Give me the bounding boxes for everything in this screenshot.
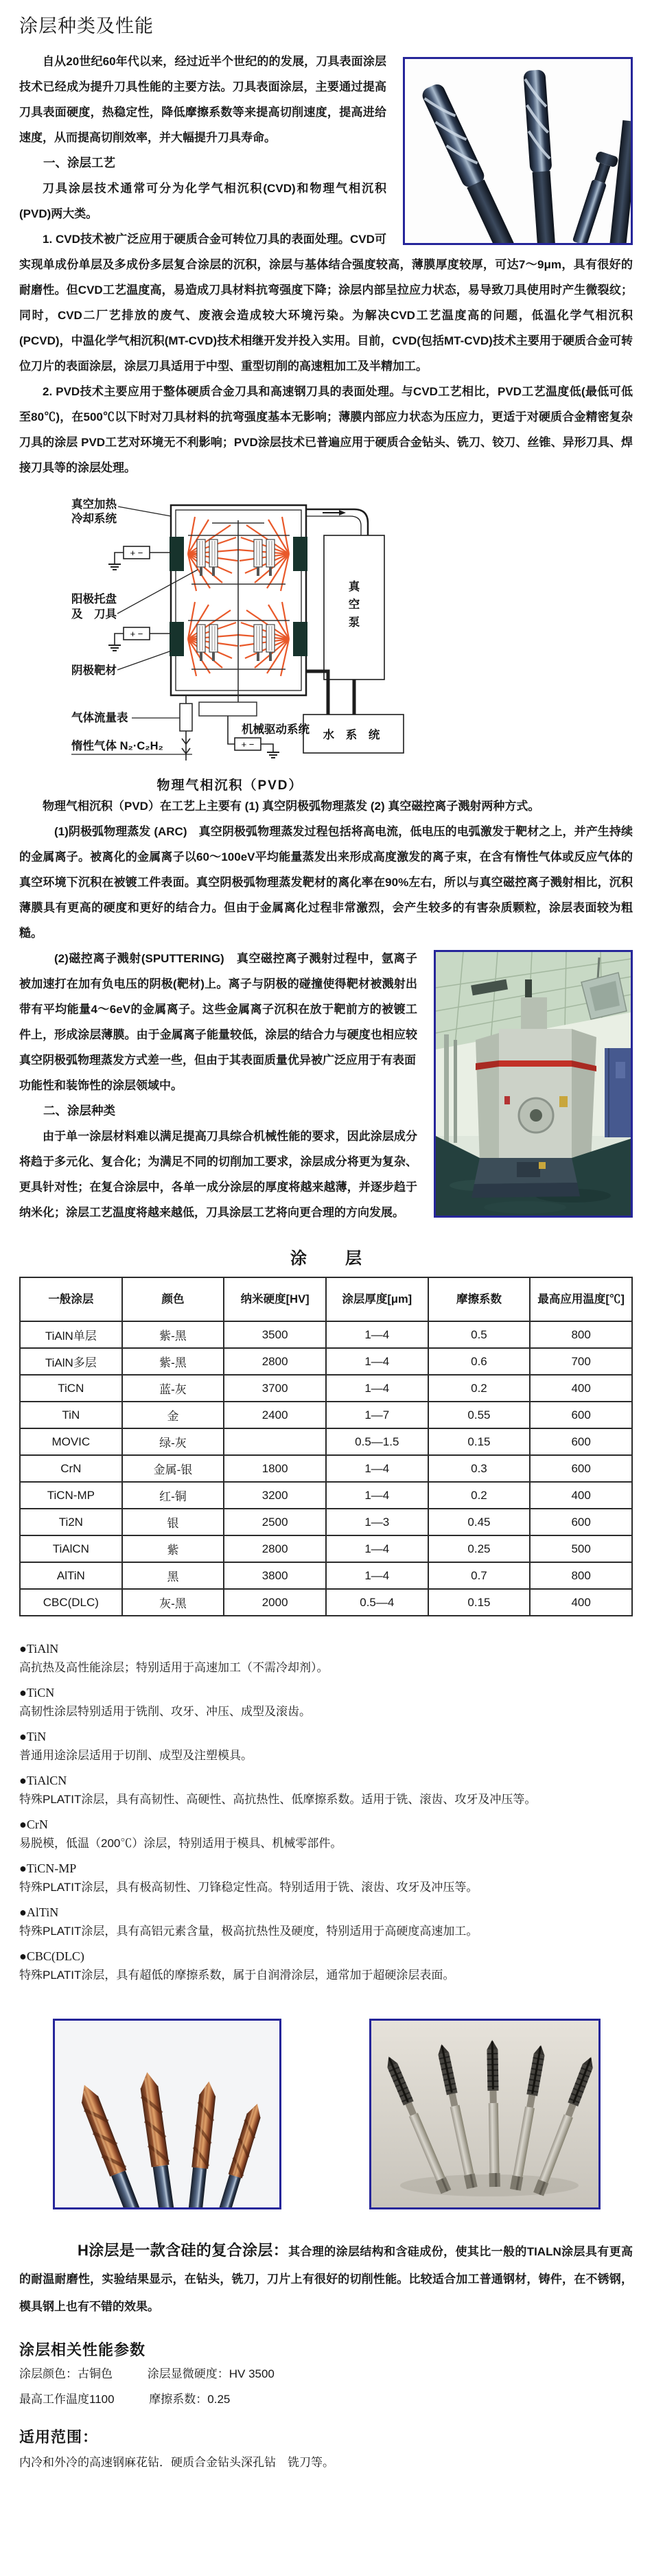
table-cell: TiAlN多层 bbox=[20, 1348, 122, 1375]
table-row bbox=[20, 1348, 632, 1375]
paragraph-pvd: 2. PVD技术主要应用于整体硬质合金刀具和高速钢刀具的表面处理。与CVD工艺相比，PVD工艺温度低(最低可低至80℃)，在500℃以下时对刀具材料的抗弯强度基本无影响；薄膜内部应力状态为压应力，更适于对硬质合金精密复杂刀具的涂层 PVD工艺对环境无不利影响；PVD涂层技术已普遍应用于硬质合金钻头、铣刀、铰刀、丝锥、异形刀具、焊接刀具等的涂层处理。 bbox=[19, 385, 633, 474]
table-title: 涂 层 bbox=[290, 1249, 373, 1268]
friction-value: 摩擦系数：0.25 bbox=[149, 2393, 231, 2406]
table-cell: TiAlCN bbox=[20, 1535, 122, 1562]
table-cell: 3700 bbox=[224, 1375, 326, 1402]
coating-note-name: ●CrN bbox=[19, 1818, 48, 1831]
table-cell: 400 bbox=[530, 1589, 632, 1616]
coating-note-desc: 特殊PLATIT涂层，具有超低的摩擦系数，属于自润滑涂层，通常加于超硬涂层表面。 bbox=[19, 1969, 455, 1982]
svg-text:泵: 泵 bbox=[348, 616, 360, 629]
coating-table bbox=[19, 1277, 633, 1616]
svg-text:+ −: + − bbox=[130, 548, 143, 558]
coating-note-name: ●AlTiN bbox=[19, 1905, 59, 1919]
table-cell: 800 bbox=[530, 1562, 632, 1589]
table-cell: CrN bbox=[20, 1455, 122, 1482]
table-cell: 600 bbox=[530, 1509, 632, 1535]
coating-note-name: ●TiAlN bbox=[19, 1642, 59, 1656]
anode-tray-label: 阳极托盘 bbox=[71, 593, 117, 605]
taps-photo bbox=[369, 2019, 601, 2209]
table-cell: 0.15 bbox=[428, 1589, 531, 1616]
paragraph-pvd-modes: 物理气相沉积（PVD）在工艺上主要有 (1) 真空阴极弧物理蒸发 (2) 真空磁控离子溅射两种方式。 bbox=[43, 800, 540, 813]
table-cell bbox=[224, 1428, 326, 1455]
svg-text:+ −: + − bbox=[130, 629, 143, 639]
table-cell: 绿-灰 bbox=[122, 1428, 224, 1455]
table-cell: 0.15 bbox=[428, 1428, 531, 1455]
table-cell: 1—4 bbox=[326, 1562, 428, 1589]
table-cell: 1—4 bbox=[326, 1455, 428, 1482]
table-row bbox=[20, 1589, 632, 1616]
column-header: 最高应用温度[℃] bbox=[530, 1277, 632, 1321]
table-cell: 2000 bbox=[224, 1589, 326, 1616]
svg-text:冷却系统: 冷却系统 bbox=[71, 513, 117, 525]
coating-note-name: ●TiCN bbox=[19, 1686, 55, 1699]
table-cell: 3800 bbox=[224, 1562, 326, 1589]
table-cell: 紫-黑 bbox=[122, 1321, 224, 1348]
table-cell: 400 bbox=[530, 1375, 632, 1402]
table-cell: 0.2 bbox=[428, 1482, 531, 1509]
vacuum-pump-label: 真 bbox=[348, 581, 360, 593]
table-row bbox=[20, 1321, 632, 1348]
table-cell: 1—4 bbox=[326, 1321, 428, 1348]
table-cell: TiN bbox=[20, 1402, 122, 1428]
table-cell: 0.5—4 bbox=[326, 1589, 428, 1616]
table-cell: 0.2 bbox=[428, 1375, 531, 1402]
table-cell: 500 bbox=[530, 1535, 632, 1562]
drive-platform bbox=[199, 702, 257, 716]
water-system-label: 水 系 统 bbox=[323, 729, 384, 741]
coating-note-desc: 高抗热及高性能涂层；特别适用于高速加工（不需冷却剂）。 bbox=[19, 1661, 329, 1674]
table-cell: 1—7 bbox=[326, 1402, 428, 1428]
coating-note-desc: 普通用途涂层适用于切削、成型及注塑模具。 bbox=[19, 1749, 253, 1762]
coating-note-desc: 特殊PLATIT涂层，具有极高韧性、刀锋稳定性高。特别适用于铣、滚齿、攻牙及冲压等。 bbox=[19, 1881, 478, 1894]
pvd-diagram-block bbox=[51, 493, 409, 793]
table-cell: 金 bbox=[122, 1402, 224, 1428]
table-cell: CBC(DLC) bbox=[20, 1589, 122, 1616]
table-cell: 600 bbox=[530, 1428, 632, 1455]
coating-hardness-value: 涂层显微硬度：HV 3500 bbox=[147, 2367, 275, 2380]
coating-machine-photo bbox=[434, 950, 633, 1218]
table-cell: 0.6 bbox=[428, 1348, 531, 1375]
taps-illustration bbox=[371, 2021, 598, 2207]
paragraph-h-coating bbox=[19, 2237, 633, 2321]
pvd-process-diagram bbox=[51, 493, 409, 767]
table-row bbox=[20, 1535, 632, 1562]
table-cell: 1800 bbox=[224, 1455, 326, 1482]
scope-body: 内冷和外冷的高速钢麻花钻．硬质合金钻头深孔钻 铣刀等。 bbox=[19, 2456, 334, 2469]
coating-note-desc: 易脱模，低温（200℃）涂层，特别适用于模具、机械零部件。 bbox=[19, 1837, 342, 1850]
table-cell: 0.7 bbox=[428, 1562, 531, 1589]
column-header: 涂层厚度[μm] bbox=[326, 1277, 428, 1321]
svg-text:空: 空 bbox=[348, 599, 360, 611]
heading-types: 二、涂层种类 bbox=[43, 1104, 115, 1117]
coating-note-desc: 特殊PLATIT涂层，具有高铝元素含量，极高抗热性及硬度，特别适用于高硬度高速加工。 bbox=[19, 1925, 478, 1938]
table-cell: 2800 bbox=[224, 1535, 326, 1562]
table-cell: 600 bbox=[530, 1455, 632, 1482]
cathode-target-label: 阴极靶材 bbox=[71, 664, 117, 677]
coating-note-name: ●TiN bbox=[19, 1730, 47, 1743]
table-cell: TiAlN单层 bbox=[20, 1321, 122, 1348]
table-row bbox=[20, 1375, 632, 1402]
coating-note-name: ●TiAlCN bbox=[19, 1774, 67, 1787]
table-cell: 金属-银 bbox=[122, 1455, 224, 1482]
cathode-target-block bbox=[170, 537, 184, 571]
table-row bbox=[20, 1562, 632, 1589]
table-cell: TiCN bbox=[20, 1375, 122, 1402]
table-cell: 800 bbox=[530, 1321, 632, 1348]
table-cell: 2500 bbox=[224, 1509, 326, 1535]
table-cell: 紫 bbox=[122, 1535, 224, 1562]
table-cell: 2800 bbox=[224, 1348, 326, 1375]
vacuum-heating-label: 真空加热 bbox=[71, 498, 117, 511]
coating-color-value: 涂层颜色：古铜色 bbox=[19, 2367, 113, 2380]
machine-illustration bbox=[436, 952, 631, 1216]
table-cell: 0.5 bbox=[428, 1321, 531, 1348]
table-cell: MOVIC bbox=[20, 1428, 122, 1455]
paragraph-arc: (1)阴极弧物理蒸发 (ARC) 真空阴极弧物理蒸发过程包括将高电流，低电压的电弧激发于靶材之上，并产生持续的金属离子。被离化的金属离子以60～100eV平均能量蒸发出来形成高度激发的离子束，在含有惰性气体或反应气体的真空环境下沉积在被镀工件表面。真空阴极弧物理蒸发靶材的离化率在90%左右，所以与真空磁控离子溅射相比，沉积薄膜具有更高的硬度和更好的结合力。但由于金属离化过程非常激烈，会产生较多的有害杂质颗粒，涂层表面较为粗糙。 bbox=[19, 825, 633, 940]
table-cell: 1—4 bbox=[326, 1375, 428, 1402]
table-row bbox=[20, 1455, 632, 1482]
table-cell: 1—3 bbox=[326, 1509, 428, 1535]
paragraph-intro: 自从20世纪60年代以来，经过近半个世纪的的发展，刀具表面涂层技术已经成为提升刀具性能的主要方法。刀具表面涂层，主要通过提高刀具表面硬度，热稳定性，降低摩擦系数等来提高切削速度，提高进给速度，从而提高切削效率，并大幅提升刀具寿命。 bbox=[19, 55, 386, 144]
table-row bbox=[20, 1428, 632, 1455]
table-cell: 0.55 bbox=[428, 1402, 531, 1428]
gas-flow-meter bbox=[180, 704, 192, 731]
table-cell: 蓝-灰 bbox=[122, 1375, 224, 1402]
coating-table-header-row bbox=[20, 1277, 632, 1321]
table-cell: 1—4 bbox=[326, 1482, 428, 1509]
table-cell: 0.25 bbox=[428, 1535, 531, 1562]
page-title: 涂层种类及性能 bbox=[19, 16, 154, 36]
performance-line-1 bbox=[19, 2363, 633, 2385]
table-cell: 700 bbox=[530, 1348, 632, 1375]
photos-row bbox=[53, 2019, 633, 2209]
endmills-illustration bbox=[405, 59, 631, 243]
svg-text:+ −: + − bbox=[241, 739, 255, 750]
table-cell: 黑 bbox=[122, 1562, 224, 1589]
coating-note-desc: 高韧性涂层特别适用于铣削、攻牙、冲压、成型及滚齿。 bbox=[19, 1705, 311, 1718]
table-cell: 0.45 bbox=[428, 1509, 531, 1535]
column-header: 颜色 bbox=[122, 1277, 224, 1321]
table-cell: 1—4 bbox=[326, 1348, 428, 1375]
table-cell: 紫-黑 bbox=[122, 1348, 224, 1375]
table-cell: 0.3 bbox=[428, 1455, 531, 1482]
table-cell: 红-铜 bbox=[122, 1482, 224, 1509]
column-header: 一般涂层 bbox=[20, 1277, 122, 1321]
coated-endmills-photo bbox=[403, 57, 633, 245]
heading-process: 一、涂层工艺 bbox=[43, 156, 115, 170]
paragraph-types: 由于单一涂层材料难以满足提高刀具综合机械性能的要求，因此涂层成分将趋于多元化、复合化；为满足不同的切削加工要求，涂层成分将更为复杂、更具针对性；在复合涂层中，各单一成分涂层的厚度将越来越薄，并逐步趋于纳米化；涂层工艺温度将越来越低，刀具涂层工艺将向更合理的方向发展。 bbox=[19, 1130, 417, 1219]
scope-heading: 适用范围： bbox=[19, 2428, 99, 2446]
coating-notes-list bbox=[19, 1640, 633, 1984]
table-cell: 3200 bbox=[224, 1482, 326, 1509]
h-coating-lead: H涂层是一款含硅的复合涂层： bbox=[78, 2242, 289, 2259]
table-cell: 600 bbox=[530, 1402, 632, 1428]
max-temp-value: 最高工作温度1100 bbox=[19, 2393, 115, 2406]
inert-gas-label: 惰性气体 N₂·C₂H₂ bbox=[71, 740, 163, 752]
performance-heading: 涂层相关性能参数 bbox=[19, 2341, 146, 2358]
column-header: 纳米硬度[HV] bbox=[224, 1277, 326, 1321]
table-cell: Ti2N bbox=[20, 1509, 122, 1535]
table-row bbox=[20, 1402, 632, 1428]
h-coating-body: 其合理的涂层结构和含硅成份，使其比一般的TIALN涂层具有更高的耐温耐磨性，实验结果显示，在钻头，铣刀，刀片上有很好的切削性能。比较适合加工普通钢材，铸件，在不锈钢，模具钢上也有不错的效果。 bbox=[19, 2245, 633, 2313]
paragraph-sputtering-tail: 功能性和装饰性的涂层领域中。 bbox=[19, 1079, 183, 1092]
coating-table-body bbox=[20, 1321, 632, 1616]
table-cell: AlTiN bbox=[20, 1562, 122, 1589]
machine-body bbox=[499, 1029, 572, 1161]
table-cell: 0.5—1.5 bbox=[326, 1428, 428, 1455]
coating-note-name: ●CBC(DLC) bbox=[19, 1949, 84, 1963]
paragraph-cvd: 1. CVD技术被广泛应用于硬质合金可转位刀具的表面处理。CVD可实现单成份单层及多成份多层复合涂层的沉积，涂层与基体结合强度较高，薄膜厚度较厚，可达7～9μm，具有很好的耐磨性。但CVD工艺温度高，易造成刀具材料抗弯强度下降；涂层内部呈拉应力状态，易导致刀具使用时产生微裂纹；同时，CVD二厂艺排放的废气、废液会造成较大环境污染。为解决CVD工艺温度高的问题，低温化学气相沉积(PCVD)，中温化学气相沉积(MT-CVD)技术相继开发并投入实用。目前，CVD(包括MT-CVD)技术主要用于硬质合金可转位刀片的表面涂层，涂层刀具适用于中型、重型切削的高速粗加工及半精加工。 bbox=[19, 233, 633, 373]
table-cell: TiCN-MP bbox=[20, 1482, 122, 1509]
table-row bbox=[20, 1509, 632, 1535]
performance-line-2 bbox=[19, 2388, 633, 2411]
table-cell: 1—4 bbox=[326, 1535, 428, 1562]
diagram-caption: 物理气相沉积（PVD） bbox=[156, 778, 303, 793]
paragraph-sputtering: (2)磁控离子溅射(SPUTTERING) 真空磁控离子溅射过程中，氩离子被加速打在加有负电压的阴极(靶材)上。离子与阴极的碰撞使得靶材被溅射出带有平均能量4～6eV的金属离子。这些金属离子沉积在放于靶前方的被镀工件上，形成涂层薄膜。由于金属离子能量较低，涂层的结合力与硬度也相应较真空阴极弧物理蒸发方式差一些，但由于其表面质量优异被广泛应用于有表面 bbox=[19, 952, 417, 1067]
coated-drills-photo bbox=[53, 2019, 281, 2209]
table-cell: 2400 bbox=[224, 1402, 326, 1428]
table-cell: 灰-黑 bbox=[122, 1589, 224, 1616]
coating-note-name: ●TiCN-MP bbox=[19, 1861, 77, 1875]
drills-illustration bbox=[55, 2021, 279, 2207]
svg-text:及 刀具: 及 刀具 bbox=[71, 608, 117, 620]
gas-flow-meter-label: 气体流量表 bbox=[71, 712, 128, 724]
coating-note-desc: 特殊PLATIT涂层，具有高韧性、高硬性、高抗热性、低摩擦系数。适用于铣、滚齿、攻牙及冲压等。 bbox=[19, 1793, 537, 1806]
mech-drive-label: 机械驱动系统 bbox=[242, 723, 310, 736]
table-cell: 银 bbox=[122, 1509, 224, 1535]
table-cell: 3500 bbox=[224, 1321, 326, 1348]
paragraph-process-intro: 刀具涂层技术通常可分为化学气相沉积(CVD)和物理气相沉积(PVD)两大类。 bbox=[19, 182, 386, 220]
column-header: 摩擦系数 bbox=[428, 1277, 531, 1321]
table-row bbox=[20, 1482, 632, 1509]
table-cell: 400 bbox=[530, 1482, 632, 1509]
